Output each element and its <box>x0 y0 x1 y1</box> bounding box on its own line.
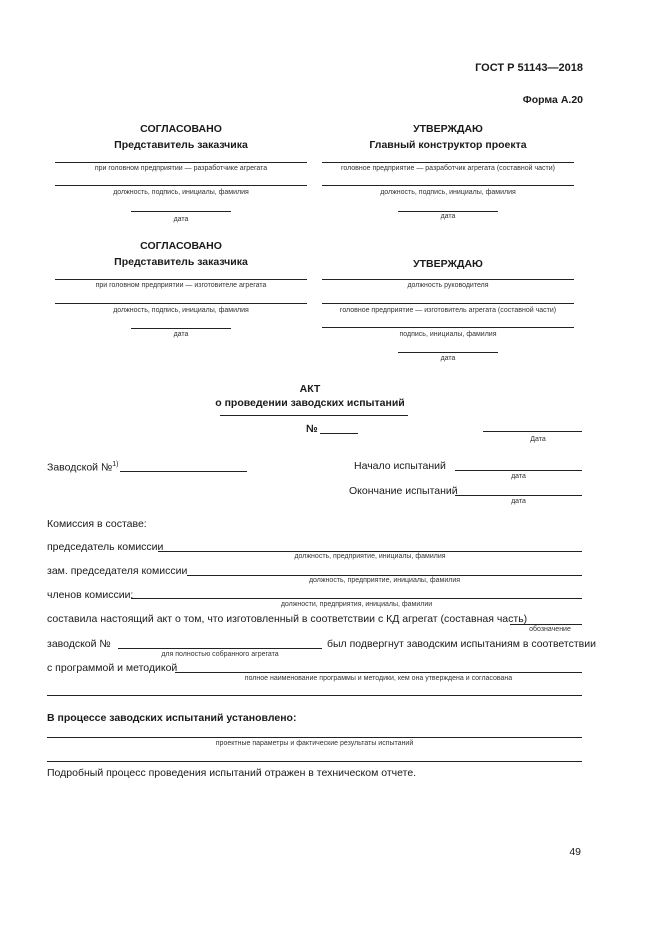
act-title: АКТ <box>299 383 321 395</box>
caption: дата <box>173 331 189 338</box>
caption: должность, подпись, инициалы, фамилия <box>113 307 249 314</box>
page-number: 49 <box>569 846 581 858</box>
factory-number-2-label: заводской № <box>47 638 111 650</box>
factory-number-line[interactable] <box>120 471 247 472</box>
caption: дата <box>440 355 456 362</box>
standard-number: ГОСТ Р 51143—2018 <box>475 62 583 74</box>
results-line-2[interactable] <box>47 761 582 762</box>
caption: обозначение <box>529 626 571 633</box>
deputy-line[interactable] <box>187 575 582 576</box>
caption: дата <box>440 213 456 220</box>
report-text: Подробный процесс проведения испытаний отражен в техническом отчете. <box>47 767 417 779</box>
caption: проектные параметры и фактические результаты испытаний <box>215 740 414 747</box>
caption: дата <box>511 498 526 505</box>
agreed-subtitle-2: Представитель заказчика <box>114 256 248 268</box>
agreed-subtitle-1: Представитель заказчика <box>114 139 248 151</box>
caption: дата <box>511 473 526 480</box>
caption: должность, подпись, инициалы, фамилия <box>113 189 249 196</box>
signature-line[interactable] <box>322 327 574 328</box>
start-label: Начало испытаний <box>354 460 446 472</box>
results-line[interactable] <box>47 737 582 738</box>
signature-line[interactable] <box>55 303 307 304</box>
factory-number-label: Заводской №$^{1)}$ <box>47 461 119 474</box>
act-number-line[interactable] <box>320 433 358 434</box>
agreed-title-2: СОГЛАСОВАНО <box>140 240 222 252</box>
caption: должности, предприятия, инициалы, фамилии <box>280 601 433 608</box>
start-date-line[interactable] <box>455 470 582 471</box>
approve-title-2: УТВЕРЖДАЮ <box>413 258 483 270</box>
date-line[interactable] <box>131 211 231 212</box>
signature-line[interactable] <box>55 185 307 186</box>
act-name-line[interactable] <box>220 415 408 416</box>
caption: подпись, инициалы, фамилия <box>399 331 497 338</box>
date-line[interactable] <box>398 211 498 212</box>
caption: должность, подпись, инициалы, фамилия <box>380 189 516 196</box>
designation-line[interactable] <box>510 624 582 625</box>
caption: должность, предприятие, инициалы, фамилия <box>308 577 461 584</box>
chairman-label: председатель комиссии <box>47 541 164 553</box>
date-line[interactable] <box>398 352 498 353</box>
caption: должность, предприятие, инициалы, фамилия <box>294 553 446 560</box>
subjected-text: был подвергнут заводским испытаниям в соответствии <box>327 638 596 650</box>
approve-title-1: УТВЕРЖДАЮ <box>413 123 483 135</box>
program-label: с программой и методикой <box>47 662 178 674</box>
program-line[interactable] <box>175 672 582 673</box>
signature-line[interactable] <box>322 162 574 163</box>
caption: при головном предприятии — изготовителе агрегата <box>95 282 267 289</box>
composed-text: составила настоящий акт о том, что изготовленный в соответствии с КД агрегат (составная часть) <box>47 613 528 625</box>
act-subtitle: о проведении заводских испытаний <box>215 397 405 409</box>
signature-line[interactable] <box>322 279 574 280</box>
caption: для полностью собранного агрегата <box>161 651 279 658</box>
caption: должность руководителя <box>407 282 489 289</box>
caption: дата <box>173 216 189 223</box>
members-line[interactable] <box>131 598 582 599</box>
caption: полное наименование программы и методики, кем она утверждена и согласована <box>244 675 513 682</box>
factory-number-2-line[interactable] <box>118 648 322 649</box>
date-line[interactable] <box>131 328 231 329</box>
caption: Дата <box>530 436 546 443</box>
program-line-2[interactable] <box>47 695 582 696</box>
act-date-line[interactable] <box>483 431 582 432</box>
signature-line[interactable] <box>322 185 574 186</box>
end-label: Окончание испытаний <box>349 485 458 497</box>
established-heading: В процессе заводских испытаний установлено: <box>47 712 297 724</box>
signature-line[interactable] <box>55 162 307 163</box>
commission-label: Комиссия в составе: <box>47 518 147 530</box>
members-label: членов комиссии: <box>47 589 134 601</box>
signature-line[interactable] <box>55 279 307 280</box>
caption: головное предприятие — изготовитель агрегата (составной части) <box>339 307 557 314</box>
act-number-label: № <box>306 423 318 435</box>
caption: головное предприятие — разработчик агрегата (составной части) <box>340 165 555 172</box>
agreed-title-1: СОГЛАСОВАНО <box>140 123 222 135</box>
approve-subtitle-1: Главный конструктор проекта <box>369 139 527 151</box>
form-label: Форма А.20 <box>522 94 583 106</box>
signature-line[interactable] <box>322 303 574 304</box>
caption: при головном предприятии — разработчике агрегата <box>94 165 268 172</box>
deputy-label: зам. председателя комиссии <box>47 565 188 577</box>
chairman-line[interactable] <box>158 551 582 552</box>
end-date-line[interactable] <box>455 495 582 496</box>
